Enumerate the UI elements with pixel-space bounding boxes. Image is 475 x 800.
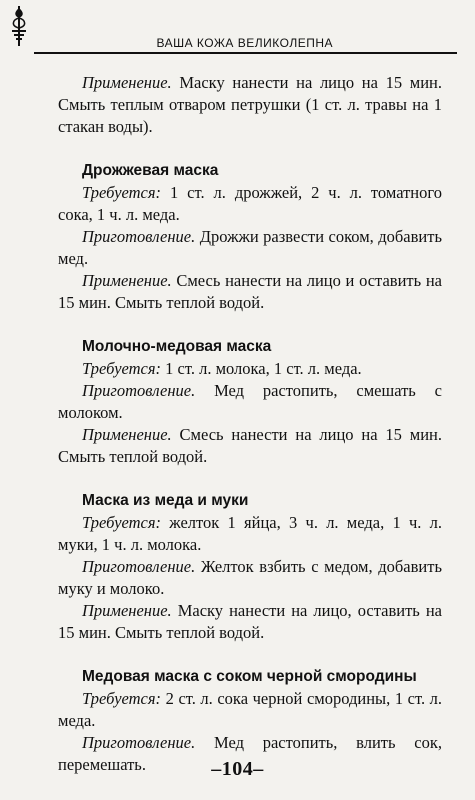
intro-text: Маску нанести на лицо на 15 мин. Смыть теплым отваром петрушки (1 ст. л. травы на 1 стакан воды). [58, 73, 442, 136]
header-rule [34, 52, 457, 54]
page-content [58, 72, 442, 776]
recipe-requires [58, 512, 442, 556]
preparation-label: Приготовление. [82, 227, 196, 246]
ornament-icon [6, 4, 32, 48]
recipe-preparation [58, 380, 442, 424]
recipe-requires [58, 688, 442, 732]
recipe-preparation [58, 556, 442, 600]
requires-label: Требуется: [82, 183, 162, 202]
recipe-application [58, 600, 442, 644]
recipe-title: Медовая маска с соком черной смородины [82, 668, 417, 685]
requires-text: 2 ст. л. сока черной смородины, 1 ст. л. меда. [58, 689, 442, 730]
application-text: Смесь нанести на лицо и оставить на 15 мин. Смыть теплой водой. [58, 271, 442, 312]
preparation-label: Приготовление. [82, 381, 196, 400]
application-label: Применение. [82, 271, 172, 290]
requires-label: Требуется: [82, 513, 162, 532]
requires-text: 1 ст. л. молока, 1 ст. л. меда. [161, 359, 362, 378]
recipe-title: Дрожжевая маска [82, 162, 219, 179]
recipe-title: Маска из меда и муки [82, 492, 249, 509]
preparation-text: Мед растопить, смешать с молоком. [58, 381, 442, 422]
preparation-label: Приготовление. [82, 733, 196, 752]
running-header: ВАША КОЖА ВЕЛИКОЛЕПНА [156, 36, 333, 50]
requires-label: Требуется: [82, 359, 162, 378]
application-text: Маску нанести на лицо, оставить на 15 мин. Смыть теплой водой. [58, 601, 442, 642]
intro-paragraph [58, 72, 442, 138]
preparation-text: Дрожжи развести соком, добавить мед. [58, 227, 442, 268]
recipe-preparation [58, 226, 442, 270]
page-number: –104– [211, 758, 264, 780]
preparation-text: Мед растопить, влить сок, перемешать. [58, 733, 442, 774]
recipe-title: Молочно-медовая маска [82, 338, 272, 355]
intro-label: Применение. [82, 73, 172, 92]
requires-text: желток 1 яйца, 3 ч. л. меда, 1 ч. л. муки, 1 ч. л. молока. [58, 513, 442, 554]
requires-label: Требуется: [82, 689, 162, 708]
recipe-application [58, 270, 442, 314]
recipe-requires [58, 182, 442, 226]
application-label: Применение. [82, 601, 172, 620]
preparation-label: Приготовление. [82, 557, 196, 576]
requires-text: 1 ст. л. дрожжей, 2 ч. л. томатного сока, 1 ч. л. меда. [58, 183, 442, 224]
preparation-text: Желток взбить с медом, добавить муку и молоко. [58, 557, 442, 598]
recipe-application [58, 424, 442, 468]
application-label: Применение. [82, 425, 172, 444]
recipe-requires [58, 358, 442, 380]
application-text: Смесь нанести на лицо на 15 мин. Смыть теплой водой. [58, 425, 442, 466]
